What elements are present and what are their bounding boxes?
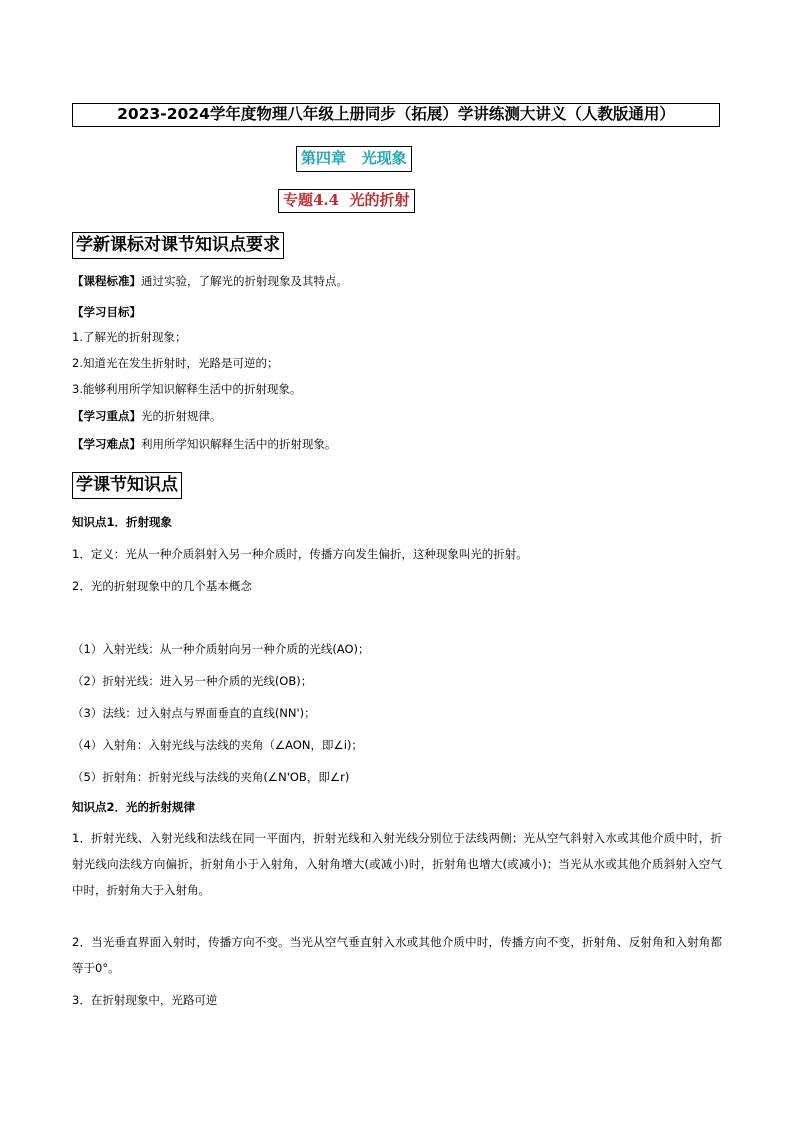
refraction-rule-2: 2．当光垂直界面入射时，传播方向不变。当光从空气垂直射入水或其他介质中时，传播方向不变，折射角、反射角和入射角都等于0°。 [72,935,722,975]
concept-item: （5）折射角：折射光线与法线的夹角(∠N'OB，即∠r) [72,770,350,784]
concept-item: （3）法线：过入射点与界面垂直的直线(NN')； [72,706,316,720]
learning-goal-item: 3.能够利用所学知识解释生活中的折射现象。 [72,382,302,396]
course-standard-label: 【课程标准】 [72,274,141,288]
learning-key-label: 【学习重点】 [72,409,141,423]
course-standard [72,273,348,289]
learning-difficulty-label: 【学习难点】 [72,437,141,451]
topic-title: 专题4.4 光的折射 [278,189,415,213]
basic-concepts-heading: 2．光的折射现象中的几个基本概念 [72,579,252,593]
concept-item: （4）入射角：入射光线与法线的夹角（∠AON，即∠i)； [72,738,363,752]
section-heading-requirements: 学新课标对课节知识点要求 [72,232,284,259]
section-heading-knowledge: 学课节知识点 [72,472,182,499]
knowledge-point-1-title: 知识点1．折射现象 [72,515,173,529]
knowledge-point-2-title: 知识点2．光的折射规律 [72,800,196,814]
concept-item: （1）入射光线：从一种介质射向另一种介质的光线(AO)； [72,642,370,656]
document-title: 2023-2024学年度物理八年级上册同步（拓展）学讲练测大讲义（人教版通用） [72,103,720,127]
learning-goals-label: 【学习目标】 [72,305,141,319]
learning-key-point [72,408,222,424]
refraction-rule-1: 1．折射光线、入射光线和法线在同一平面内，折射光线和入射光线分别位于法线两侧；光从空气斜射入水或其他介质中时，折射光线向法线方向偏折，折射角小于入射角，入射角增大(或减小)时，折射角也增大(或减小)；当光从水或其他介质斜射入空气中时，折射角大于入射角。 [72,831,722,897]
learning-goal-item: 1.了解光的折射现象； [72,330,187,344]
refraction-definition: 1．定义：光从一种介质斜射入另一种介质时，传播方向发生偏折，这种现象叫光的折射。 [72,547,528,561]
refraction-rule-3: 3．在折射现象中，光路可逆 [72,993,218,1007]
concept-item: （2）折射光线：进入另一种介质的光线(OB)； [72,674,313,688]
chapter-title: 第四章 光现象 [296,146,412,172]
learning-difficulty-text: 利用所学知识解释生活中的折射现象。 [141,437,337,451]
course-standard-text: 通过实验，了解光的折射现象及其特点。 [141,274,348,288]
learning-difficulty [72,436,337,452]
learning-goal-item: 2.知道光在发生折射时，光路是可逆的； [72,356,279,370]
learning-key-text: 光的折射规律。 [141,409,222,423]
